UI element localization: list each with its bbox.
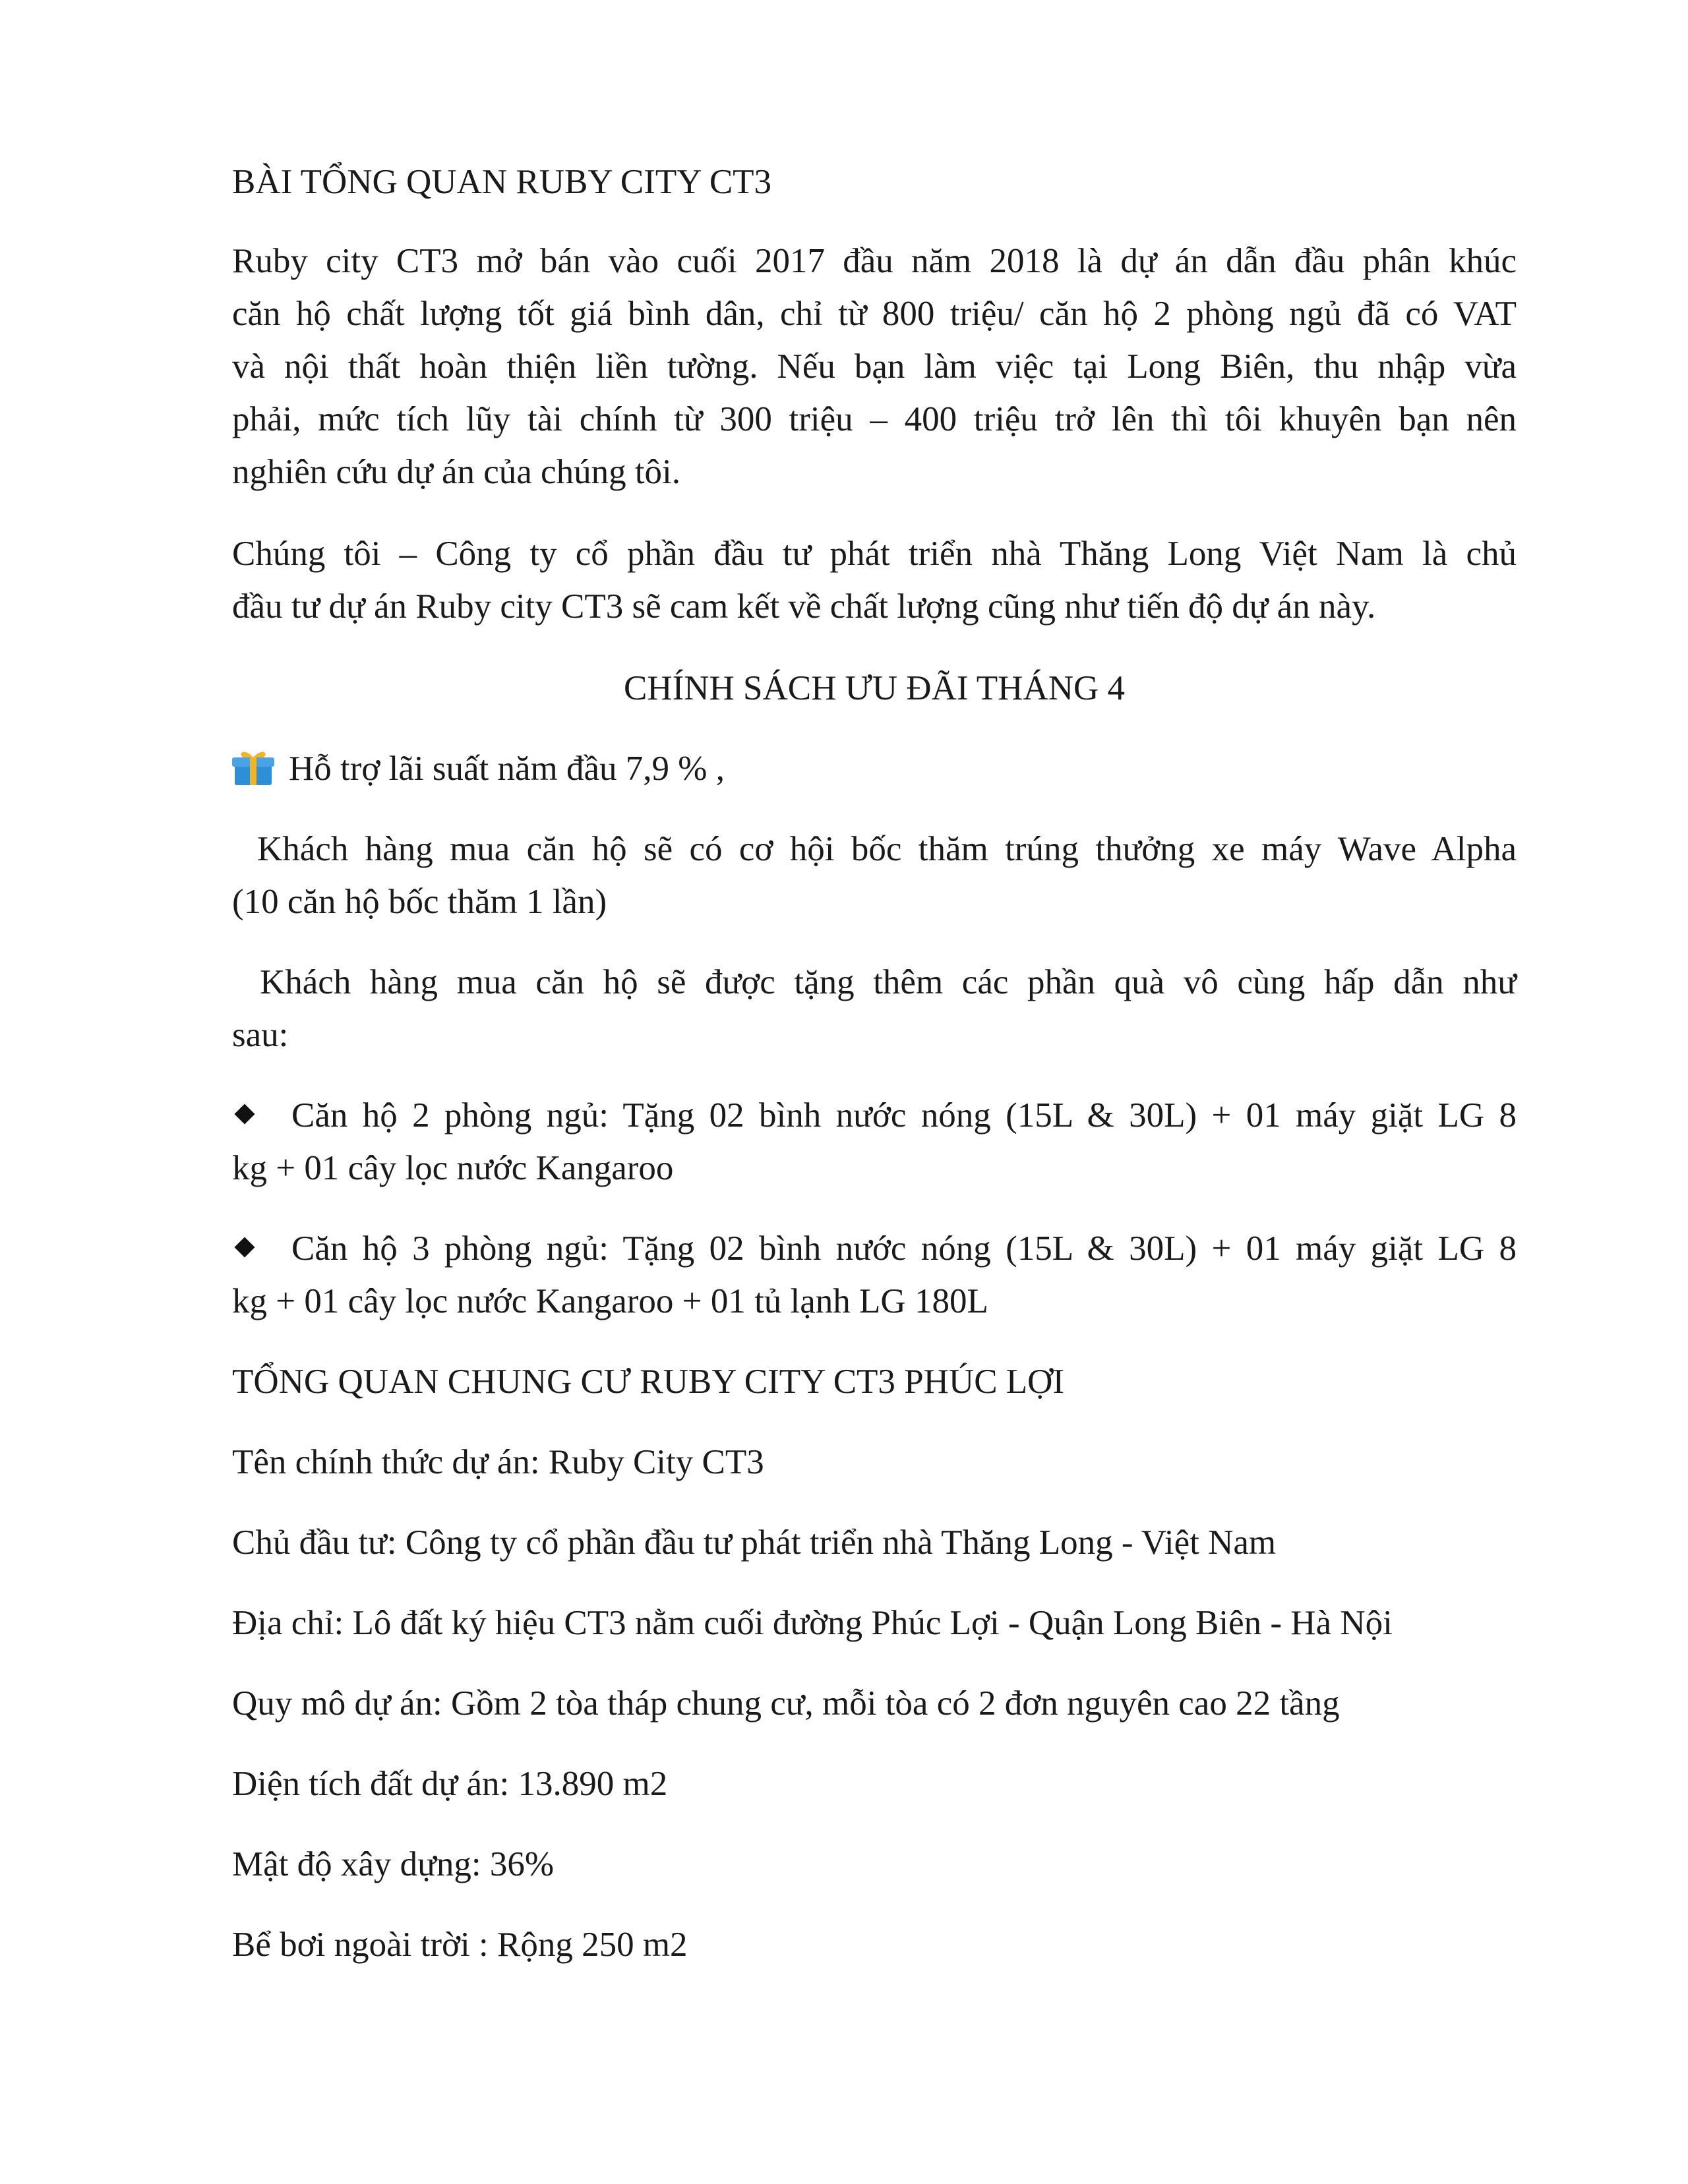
intro-line: phải, mức tích lũy tài chính từ 300 triệu – 400 triệu trở lên thì tôi khuyên bạn nên xyxy=(232,400,1517,438)
fact-developer: Chủ đầu tư: Công ty cổ phần đầu tư phát triển nhà Thăng Long - Việt Nam xyxy=(232,1523,1277,1562)
fact-project-name: Tên chính thức dự án: Ruby City CT3 xyxy=(232,1443,764,1481)
fact-pool: Bể bơi ngoài trời : Rộng 250 m2 xyxy=(232,1926,688,1964)
gift-2br-item xyxy=(232,1089,1517,1195)
gift-2br-line: kg + 01 cây lọc nước Kangaroo xyxy=(232,1149,674,1187)
gift-icon xyxy=(232,748,274,786)
lottery-line: Khách hàng mua căn hộ sẽ có cơ hội bốc thăm trúng thưởng xe máy Wave Alpha xyxy=(257,830,1517,868)
lottery-line: (10 căn hộ bốc thăm 1 lần) xyxy=(232,883,607,921)
intro-paragraph xyxy=(232,235,1517,498)
fact-density: Mật độ xây dựng: 36% xyxy=(232,1845,554,1883)
overview-heading: TỔNG QUAN CHUNG CƯ RUBY CITY CT3 PHÚC LỢI xyxy=(232,1363,1065,1401)
developer-paragraph xyxy=(232,527,1517,633)
intro-line: Ruby city CT3 mở bán vào cuối 2017 đầu năm 2018 là dự án dẫn đầu phân khúc xyxy=(232,242,1517,280)
intro-line: căn hộ chất lượng tốt giá bình dân, chỉ từ 800 triệu/ căn hộ 2 phòng ngủ đã có VAT xyxy=(232,295,1517,333)
fact-address: Địa chỉ: Lô đất ký hiệu CT3 nằm cuối đường Phúc Lợi - Quận Long Biên - Hà Nội xyxy=(232,1604,1393,1642)
interest-support-text: Hỗ trợ lãi suất năm đầu 7,9 % , xyxy=(289,750,725,788)
diamond-bullet-icon xyxy=(234,1237,255,1257)
intro-line: nghiên cứu dự án của chúng tôi. xyxy=(232,453,681,491)
gift-3br-line: Căn hộ 3 phòng ngủ: Tặng 02 bình nước nóng (15L & 30L) + 01 máy giặt LG 8 xyxy=(291,1229,1517,1268)
intro-line: và nội thất hoàn thiện liền tường. Nếu bạn làm việc tại Long Biên, thu nhập vừa xyxy=(232,347,1517,386)
gift-3br-first-line xyxy=(232,1222,1517,1275)
gift-intro-line: sau: xyxy=(232,1016,289,1054)
gift-icon-svg xyxy=(232,748,274,786)
gift-2br-first-line xyxy=(232,1089,1517,1142)
diamond-bullet-icon xyxy=(234,1104,255,1124)
developer-line: đầu tư dự án Ruby city CT3 sẽ cam kết về chất lượng cũng như tiến độ dự án này. xyxy=(232,587,1376,626)
gift-intro-line: Khách hàng mua căn hộ sẽ được tặng thêm các phần quà vô cùng hấp dẫn như xyxy=(260,963,1517,1001)
policy-heading: CHÍNH SÁCH ƯU ĐÃI THÁNG 4 xyxy=(623,669,1126,707)
gift-3br-item xyxy=(232,1222,1517,1328)
gift-2br-line: Căn hộ 2 phòng ngủ: Tặng 02 bình nước nóng (15L & 30L) + 01 máy giặt LG 8 xyxy=(291,1096,1517,1135)
gift-3br-line: kg + 01 cây lọc nước Kangaroo + 01 tủ lạnh LG 180L xyxy=(232,1282,988,1320)
lottery-paragraph xyxy=(232,823,1517,928)
developer-line: Chúng tôi – Công ty cổ phần đầu tư phát triển nhà Thăng Long Việt Nam là chủ xyxy=(232,535,1517,573)
fact-scale: Quy mô dự án: Gồm 2 tòa tháp chung cư, mỗi tòa có 2 đơn nguyên cao 22 tầng xyxy=(232,1684,1340,1723)
fact-land-area: Diện tích đất dự án: 13.890 m2 xyxy=(232,1765,668,1803)
interest-support-item xyxy=(232,742,1517,795)
gift-intro-paragraph xyxy=(232,956,1517,1061)
document-title: BÀI TỔNG QUAN RUBY CITY CT3 xyxy=(232,163,772,201)
